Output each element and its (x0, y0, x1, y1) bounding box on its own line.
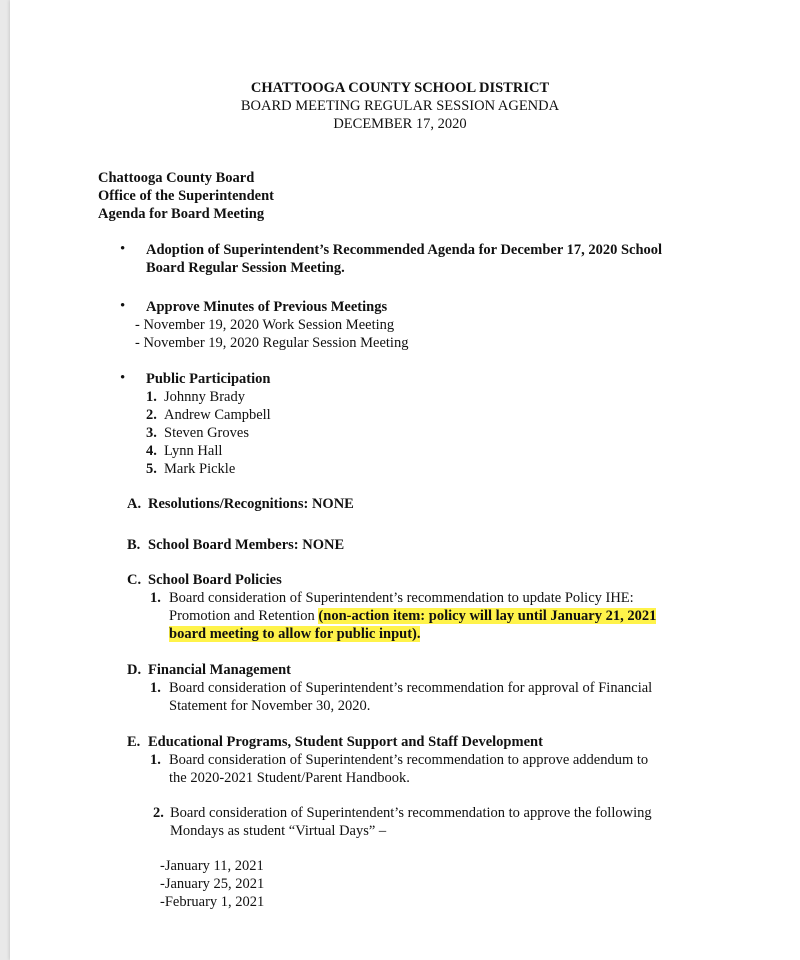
virtual-day-date: -January 25, 2021 (160, 876, 265, 892)
handbook-item-line-1: Board consideration of Superintendent’s recommendation to approve addendum to (169, 752, 649, 768)
section-a-title: Resolutions/Recognitions: NONE (148, 496, 354, 512)
office-line-2: Office of the Superintendent (98, 188, 274, 204)
speaker-name: Johnny Brady (164, 389, 245, 405)
item-number: 1. (150, 590, 161, 606)
financial-item-line-2: Statement for November 30, 2020. (169, 698, 371, 714)
bullet-dot: • (120, 370, 126, 386)
handbook-item-line-2: the 2020-2021 Student/Parent Handbook. (169, 770, 410, 786)
policy-item-plain-text: Promotion and Retention (169, 608, 319, 624)
minutes-title: Approve Minutes of Previous Meetings (146, 299, 388, 315)
section-letter: B. (127, 537, 141, 553)
speaker-name: Mark Pickle (164, 461, 236, 477)
highlighted-note: (non-action item: policy will lay until January 21, 2021 (318, 608, 657, 624)
agenda-title: BOARD MEETING REGULAR SESSION AGENDA (240, 98, 560, 114)
section-c-title: School Board Policies (148, 572, 282, 588)
section-e-title: Educational Programs, Student Support and Staff Development (148, 734, 543, 750)
financial-item-line-1: Board consideration of Superintendent’s recommendation for approval of Financial (169, 680, 653, 696)
section-b-title: School Board Members: NONE (148, 537, 345, 553)
office-line-1: Chattooga County Board (98, 170, 255, 186)
section-letter: E. (127, 734, 141, 750)
speaker-name: Andrew Campbell (164, 407, 271, 423)
speaker-number: 4. (146, 443, 157, 459)
virtual-days-item-line-2: Mondays as student “Virtual Days” – (170, 823, 387, 839)
item-number: 2. (153, 805, 164, 821)
section-letter: C. (127, 572, 142, 588)
minutes-item: - November 19, 2020 Regular Session Meeting (135, 335, 409, 351)
item-number: 1. (150, 680, 161, 696)
highlighted-note: board meeting to allow for public input). (169, 626, 421, 642)
bullet-dot: • (120, 241, 126, 257)
speaker-name: Steven Groves (164, 425, 249, 441)
adoption-line-2: Board Regular Session Meeting. (146, 260, 345, 276)
virtual-days-item-line-1: Board consideration of Superintendent’s recommendation to approve the following (170, 805, 652, 821)
section-letter: A. (127, 496, 142, 512)
section-d-title: Financial Management (148, 662, 291, 678)
adoption-line-1: Adoption of Superintendent’s Recommended Agenda for December 17, 2020 School (146, 242, 663, 258)
public-participation-title: Public Participation (146, 371, 271, 387)
bullet-dot: • (120, 298, 126, 314)
policy-item-line-3 (169, 625, 420, 643)
virtual-day-date: -January 11, 2021 (160, 858, 264, 874)
speaker-number: 1. (146, 389, 157, 405)
agenda-date: DECEMBER 17, 2020 (333, 116, 467, 132)
speaker-name: Lynn Hall (164, 443, 223, 459)
speaker-number: 2. (146, 407, 157, 423)
item-number: 1. (150, 752, 161, 768)
speaker-number: 5. (146, 461, 157, 477)
office-line-3: Agenda for Board Meeting (98, 206, 265, 222)
policy-item-line-1: Board consideration of Superintendent’s recommendation to update Policy IHE: (169, 590, 634, 606)
section-letter: D. (127, 662, 142, 678)
policy-item-line-2 (169, 607, 656, 625)
speaker-number: 3. (146, 425, 157, 441)
virtual-day-date: -February 1, 2021 (160, 894, 265, 910)
district-title: CHATTOOGA COUNTY SCHOOL DISTRICT (250, 80, 550, 96)
minutes-item: - November 19, 2020 Work Session Meeting (135, 317, 395, 333)
